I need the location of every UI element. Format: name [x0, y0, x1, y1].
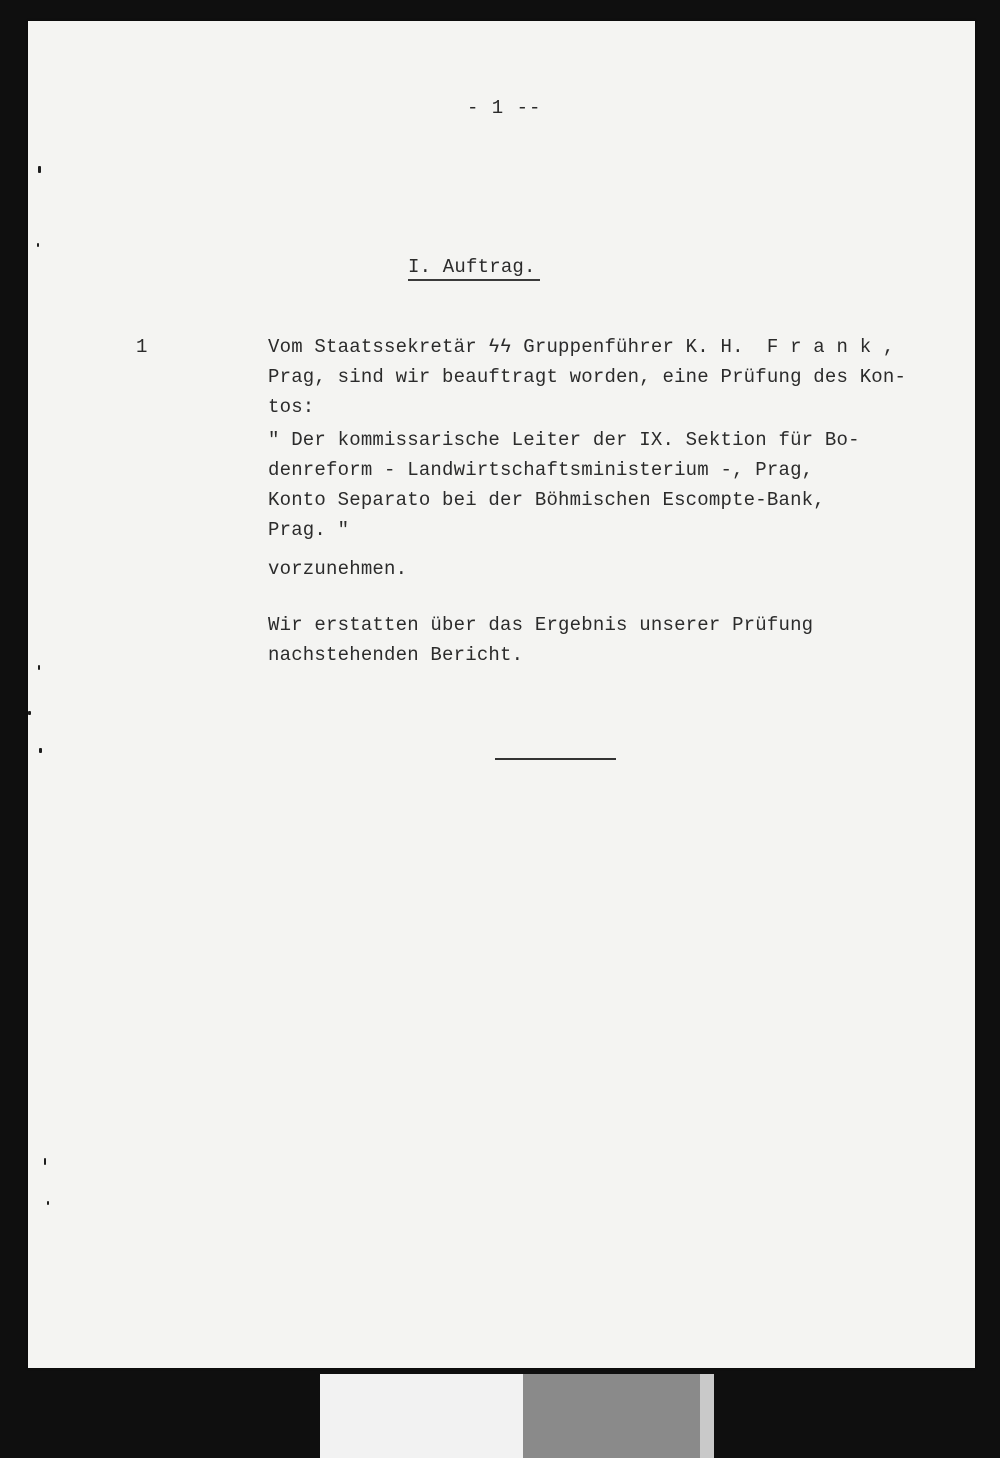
quote-line: " Der kommissarische Leiter der IX. Sektion für Bo-	[268, 429, 860, 451]
binding-mark	[44, 1158, 46, 1165]
binding-mark	[47, 1201, 49, 1205]
binding-mark	[39, 748, 42, 753]
color-calibration-white	[320, 1374, 523, 1458]
binding-mark	[38, 665, 40, 670]
binding-mark	[38, 166, 41, 173]
paragraph-1-line: Prag, sind wir beauftragt worden, eine Prüfung des Kon-	[268, 366, 907, 388]
binding-mark	[37, 243, 39, 247]
color-calibration-light	[700, 1374, 714, 1458]
paragraph-1-line: Vom Staatssekretär ϟϟ Gruppenführer K. H. F r a n k ,	[268, 336, 895, 358]
paragraph-2-line: nachstehenden Bericht.	[268, 644, 524, 666]
binding-mark	[28, 711, 31, 715]
color-calibration-gray	[523, 1374, 700, 1458]
quote-line: Konto Separato bei der Böhmischen Escompte-Bank,	[268, 489, 825, 511]
paragraph-1-line: tos:	[268, 396, 315, 418]
heading-underline	[408, 279, 540, 281]
after-quote-text: vorzunehmen.	[268, 558, 408, 580]
closing-rule	[495, 758, 616, 760]
quote-line: Prag. "	[268, 519, 350, 541]
page-number: - 1 --	[467, 97, 542, 119]
paragraph-2-line: Wir erstatten über das Ergebnis unserer Prüfung	[268, 614, 814, 636]
quote-line: denreform - Landwirtschaftsministerium -, Prag,	[268, 459, 814, 481]
margin-paragraph-number: 1	[136, 336, 148, 358]
section-heading: I. Auftrag.	[408, 256, 536, 278]
document-page	[28, 21, 975, 1368]
